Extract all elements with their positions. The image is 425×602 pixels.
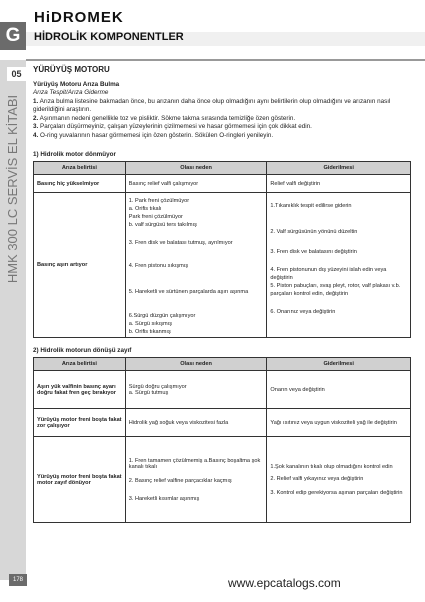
watermark-link[interactable]: www.epcatalogs.com xyxy=(228,576,341,590)
step-1: 1. Arıza bulma listesine bakmadan önce, bu arızanın daha önce olup olmadığını aynı belirtilerin olup olmadığını ve arızanın nasıl giderildiğini araştırın. xyxy=(33,98,391,114)
step-2: 2. Aşınmanın nedeni genellikle toz ve pisliktir. Sökme takma sırasında temizliğe özen gösterin. xyxy=(33,114,296,122)
cause-cell: Basınç relief valfi çalışmıyor xyxy=(125,175,267,193)
step-4: 4. O-ring yuvalarının hasar görmemesi için özen gösterin. Sökülen O-ringleri yenileyin. xyxy=(33,131,274,139)
doc-title: YÜRÜYÜŞ MOTORU xyxy=(33,65,110,74)
section-title: HİDROLİK KOMPONENTLER xyxy=(34,31,184,43)
col-header: Olası neden xyxy=(125,162,267,175)
fix-cell: Onarın veya değiştirin xyxy=(267,371,411,409)
divider xyxy=(26,59,425,61)
fix-cell: 1.Tıkanıklık tespit edilirse giderin 2. Valf sürgüsünün yönünü düzeltin 3. Fren disk ve balatasını değiştirin 4. Fren pistonunun dış yüzeyini islah edin veya değiştirin 5. Piston pabuçları, svaş pleyt, rotor, valf plakası v.b. parçaları kontrol edin, değiştirin 6. Onarınız veya değiştirin xyxy=(267,193,411,338)
table-weak-rotation xyxy=(33,357,411,523)
symptom-cell: Yürüyüş motor freni boşta fakat motor zayıf dönüyor xyxy=(34,437,126,523)
col-header: Giderilmesi xyxy=(267,358,411,371)
col-header: Arıza belirtisi xyxy=(34,358,126,371)
side-title: HMK 300 LC SERVİS EL KİTABI xyxy=(5,94,20,284)
table-header-row xyxy=(34,358,411,371)
fix-cell: Relief valfi değiştirin xyxy=(267,175,411,193)
table-header-row xyxy=(34,162,411,175)
table-row xyxy=(34,193,411,338)
brand-logo: HiDROMEK xyxy=(34,9,124,26)
doc-subsubtitle: Arıza Tespit/Arıza Giderme xyxy=(33,89,109,96)
fix-cell: 1.Şok kanalının tıkalı olup olmadığını kontrol edin 2. Relief valfi yıkayınız veya değiştirin 3. Kontrol edip gerekiyorsa aşınan parçaları değiştirin xyxy=(267,437,411,523)
table-row xyxy=(34,409,411,437)
symptom-cell: Basınç hiç yükselmiyor xyxy=(34,175,126,193)
side-number: 05 xyxy=(7,67,26,81)
sub-heading-2: 2) Hidrolik motorun dönüşü zayıf xyxy=(33,347,132,354)
cause-cell: 1. Fren tamamen çözülmemiş a.Basınç boşaltma şok kanalı tıkalı 2. Basınç relief valfine parçacıklar kaçmış 3. Hareketli kısımlar aşınmış xyxy=(125,437,267,523)
table-row xyxy=(34,371,411,409)
table-row xyxy=(34,175,411,193)
page-number: 178 xyxy=(9,574,27,586)
step-3: 3. Parçaları düşürmeyiniz, çalışan yüzeylerinin çizilmemesi ve hasar görmemesi için çok dikkat edin. xyxy=(33,123,312,131)
cause-cell: 1. Park freni çözülmüyor a. Orifis tıkalı Park freni çözülmüyor b. valf sürgüsü ters takılmış 3. Fren disk ve balatası tutmuş, ayrılmıyor 4. Fren pistonu sıkışmış 5. Hareketli ve sürtünen parçalarda aşırı aşınma 6.Sürgü düzgün çalışmıyor a. Sürgü sıkışmış b. Orifis tıkanmış xyxy=(125,193,267,338)
col-header: Arıza belirtisi xyxy=(34,162,126,175)
table-not-rotating xyxy=(33,161,411,338)
cause-cell: Hidrolik yağ soğuk veya viskozitesi fazla xyxy=(125,409,267,437)
cause-cell: Sürgü doğru çalışmıyor a. Sürgü tutmuş xyxy=(125,371,267,409)
col-header: Olası neden xyxy=(125,358,267,371)
table-row xyxy=(34,437,411,523)
symptom-cell: Aşırı yük valfinin basınç ayarı doğru fakat fren geç bırakıyor xyxy=(34,371,126,409)
section-letter: G xyxy=(0,22,26,50)
fix-cell: Yağı ısıtınız veya uygun viskoziteli yağ ile değiştirin xyxy=(267,409,411,437)
col-header: Giderilmesi xyxy=(267,162,411,175)
doc-subtitle: Yürüyüş Motoru Arıza Bulma xyxy=(33,81,120,88)
steps-list xyxy=(33,98,411,140)
symptom-cell: Basınç aşırı artıyor xyxy=(34,193,126,338)
symptom-cell: Yürüyüş motor freni boşta fakat zor çalışıyor xyxy=(34,409,126,437)
sub-heading-1: 1) Hidrolik motor dönmüyor xyxy=(33,151,116,158)
